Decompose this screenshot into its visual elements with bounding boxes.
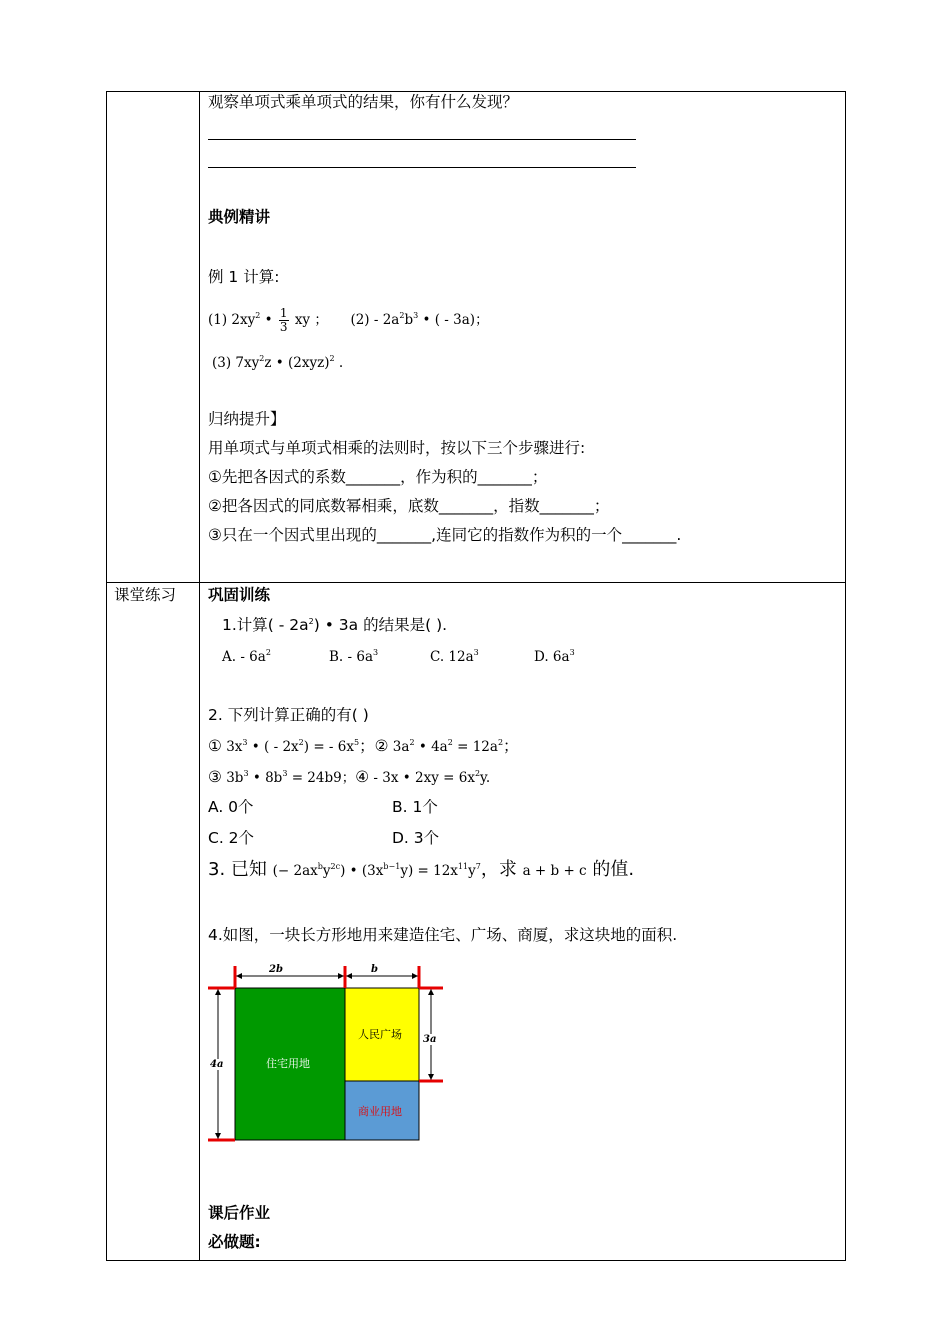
label-residential: 住宅用地 bbox=[266, 1057, 310, 1070]
table-border-bottom bbox=[106, 1260, 846, 1261]
summary-step-2: ②把各因式的同底数幂相乘，底数_______，指数_______； bbox=[208, 497, 610, 515]
example-heading: 典例精讲 bbox=[208, 208, 271, 226]
q1-option-b: B. - $6a^3$ bbox=[329, 648, 379, 665]
land-figure bbox=[205, 962, 450, 1167]
practice-heading: 巩固训练 bbox=[208, 586, 271, 604]
example-title: 例 1 计算: bbox=[208, 268, 280, 286]
example-item-1: (1) $2xy^2$ • $\frac{1}{3}$ xy ； bbox=[208, 306, 328, 334]
land-diagram bbox=[205, 962, 450, 1167]
example-line-1 bbox=[208, 305, 489, 335]
label-b: b bbox=[371, 964, 378, 975]
q1-option-c: C. $12a^3$ bbox=[430, 648, 479, 665]
homework-heading: 课后作业 bbox=[208, 1204, 271, 1222]
label-3a: 3a bbox=[423, 1034, 437, 1045]
arrow-3a-top bbox=[428, 989, 434, 995]
question-1: 1.计算( - $2a^2$) • 3a 的结果是( ). bbox=[222, 616, 448, 634]
label-4a: 4a bbox=[210, 1059, 224, 1070]
arrow-3a-bottom bbox=[428, 1074, 434, 1080]
q2-option-a: A. 0个 bbox=[208, 798, 254, 816]
table-border-left bbox=[106, 91, 107, 1261]
arrow-2b-right bbox=[338, 973, 344, 979]
label-commercial: 商业用地 bbox=[358, 1105, 402, 1118]
arrow-b-right bbox=[412, 973, 418, 979]
arrow-4a-bottom bbox=[215, 1133, 221, 1139]
q2-option-b: B. 1个 bbox=[392, 798, 438, 816]
question-2: 2. 下列计算正确的有( ) bbox=[208, 706, 369, 724]
section-label-classroom-practice: 课堂练习 bbox=[114, 586, 177, 604]
summary-intro: 用单项式与单项式相乘的法则时，按以下三个步骤进行: bbox=[208, 439, 586, 457]
q1-option-a: A. - $6a^2$ bbox=[222, 648, 271, 665]
q2-option-d: D. 3个 bbox=[392, 829, 440, 847]
table-border-right bbox=[845, 91, 846, 1261]
answer-line-1 bbox=[208, 139, 636, 140]
table-column-divider bbox=[199, 91, 200, 1261]
question-4: 4.如图，一块长方形地用来建造住宅、广场、商厦，求这块地的面积. bbox=[208, 926, 678, 944]
table-row-divider bbox=[106, 582, 846, 583]
label-plaza: 人民广场 bbox=[358, 1028, 402, 1041]
q1-option-d: D. $6a^3$ bbox=[534, 648, 575, 665]
required-heading: 必做题: bbox=[208, 1233, 261, 1251]
summary-heading: 归纳提升】 bbox=[208, 410, 286, 428]
answer-line-2 bbox=[208, 167, 636, 168]
fraction-one-third: $\frac{1}{3}$ bbox=[279, 306, 288, 334]
q2-statements-3-4: ③ $3b^3$ • $8b^3 = 24b9$；④ - 3x • $2xy = 6x^2y$. bbox=[208, 768, 491, 786]
question-3: 3. 已知 (− $2ax^by^{2c}$) • $(3x^{b-1}y) = 12x^{11}y^7$，求 a + b + c 的值. bbox=[208, 859, 635, 880]
q2-statements-1-2: ① $3x^3$ • ( - $2x^2$) = - $6x^5$；② $3a^2$ • $4a^2 = 12a^2$； bbox=[208, 737, 519, 755]
label-2b: 2b bbox=[269, 964, 283, 975]
summary-step-1: ①先把各因式的系数_______，作为积的_______； bbox=[208, 468, 548, 486]
summary-step-3: ③只在一个因式里出现的_______,连同它的指数作为积的一个_______. bbox=[208, 526, 682, 544]
arrow-4a-top bbox=[215, 989, 221, 995]
observe-question: 观察单项式乘单项式的结果，你有什么发现？ bbox=[208, 93, 519, 111]
arrow-b-left bbox=[346, 973, 352, 979]
example-item-3: (3) $7xy^2z$ • $(2xyz)^2$ . bbox=[212, 354, 344, 371]
arrow-2b-left bbox=[236, 973, 242, 979]
q2-option-c: C. 2个 bbox=[208, 829, 255, 847]
example-item-2: $(2) - 2a^2b^3$ • ( - 3a)； bbox=[350, 311, 489, 328]
